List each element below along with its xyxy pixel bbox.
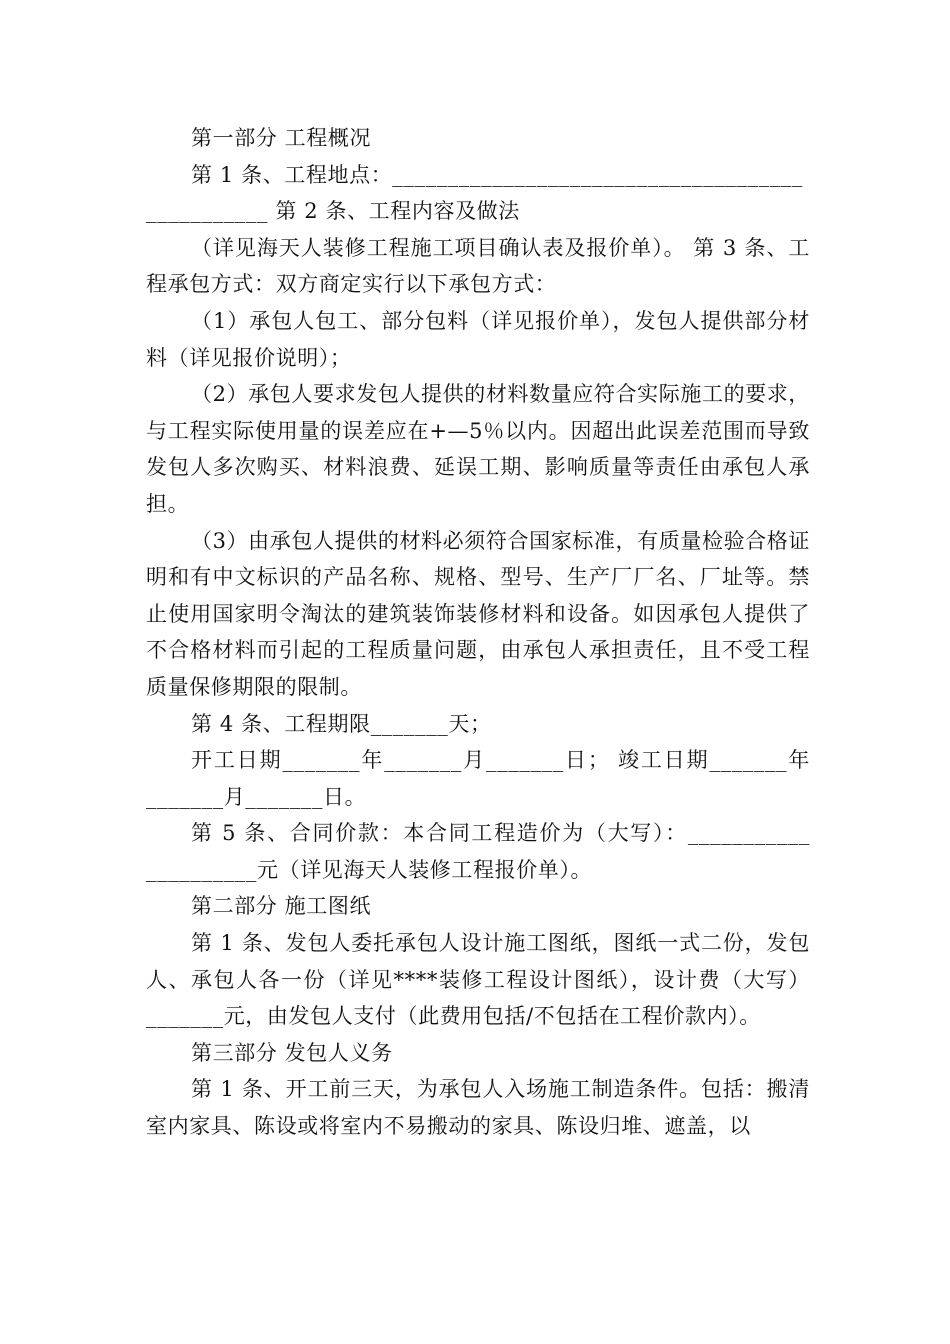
article-employer-duty: 第 1 条、开工前三天，为承包人入场施工制造条件。包括：搬清室内家具、陈设或将室内不易搬动的家具、陈设归堆、遮盖，以 (146, 1077, 810, 1139)
article-contract-mode: （详见海天人装修工程施工项目确认表及报价单）。 第 3 条、工程承包方式：双方商定实行以下承包方式： (146, 235, 810, 297)
article-price: 第 5 条、合同价款：本合同工程造价为（大写）：___________ __________元（详见海天人装修工程报价单）。 (146, 821, 810, 882)
section-heading-2: 第二部分 施工图纸 (191, 894, 372, 919)
section-heading-3: 第三部分 发包人义务 (191, 1040, 393, 1065)
start-end-dates: 开工日期_______年_______月_______日； 竣工日期_______年_______月_______日。 (146, 748, 810, 809)
clause-3: （3）由承包人提供的材料必须符合国家标准，有质量检验合格证明和有中文标识的产品名称、规格、型号、生产厂厂名、厂址等。禁止使用国家明令淘汰的建筑装饰装修材料和设备。如因承包人提供了不合格材料而引起的工程质量问题，由承包人承担责任，且不受工程质量保修期限的限制。 (146, 528, 810, 699)
section-heading-1: 第一部分 工程概况 (191, 126, 372, 150)
article-content-method: ___________ 第 2 条、工程内容及做法 (146, 199, 520, 224)
article-location: 第 1 条、工程地点：_____________________________________ (191, 162, 804, 187)
clause-1: （1）承包人包工、部分包料（详见报价单），发包人提供部分材料（详见报价说明）； (146, 308, 810, 370)
clause-2: （2）承包人要求发包人提供的材料数量应符合实际施工的要求，与工程实际使用量的误差应在+—5％以内。因超出此误差范围而导致发包人多次购买、材料浪费、延误工期、影响质量等责任由承包人承担。 (146, 382, 810, 516)
article-drawings: 第 1 条、发包人委托承包人设计施工图纸，图纸一式二份，发包人、承包人各一份（详见****装修工程设计图纸），设计费（大写）_______元，由发包人支付（此费用包括/不包括在工程价款内）。 (146, 931, 810, 1029)
article-duration: 第 4 条、工程期限_______天； (191, 711, 492, 736)
document-body (146, 120, 810, 1145)
